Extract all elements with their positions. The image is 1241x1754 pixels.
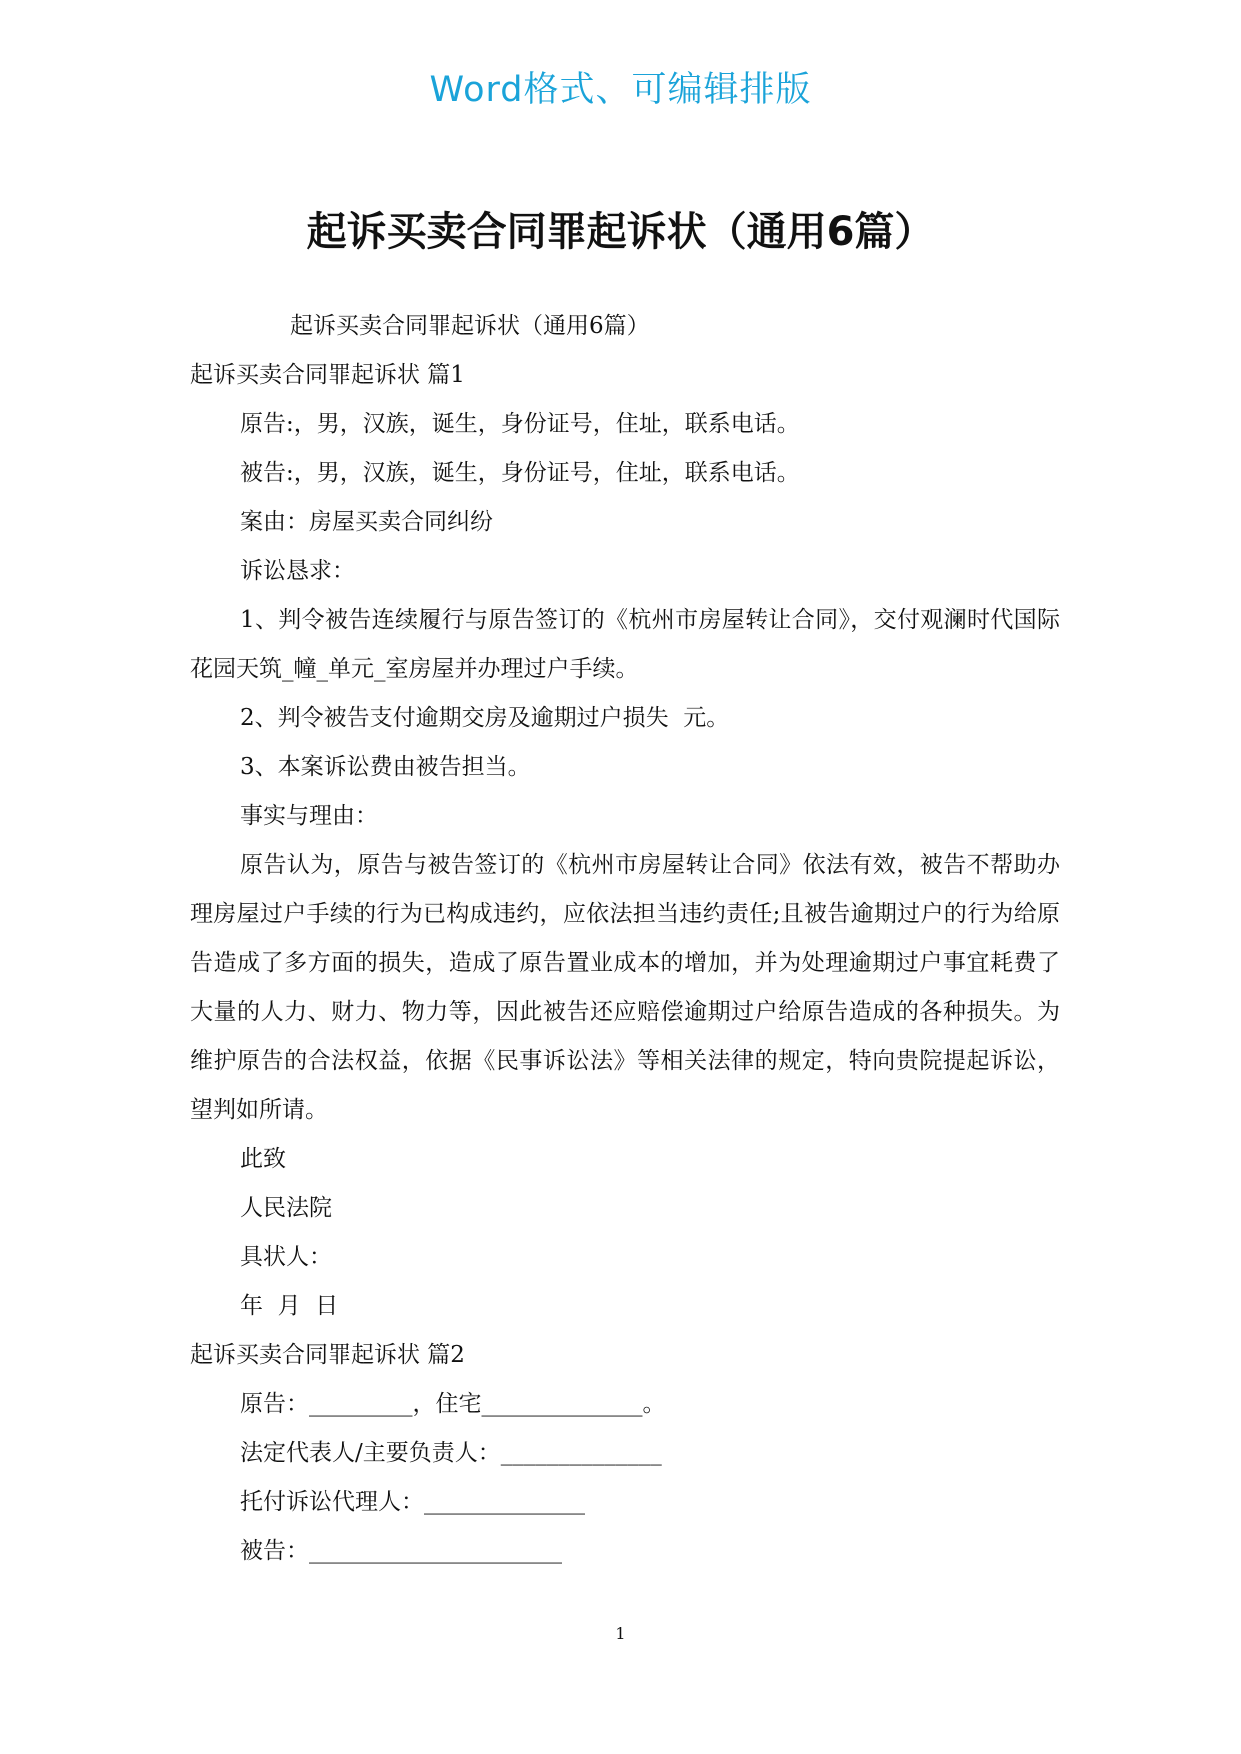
plaintiff-line: 原告:，男，汉族，诞生，身份证号，住址，联系电话。	[240, 411, 800, 437]
facts-heading: 事实与理由：	[240, 803, 378, 829]
date-line: 年 月 日	[240, 1293, 339, 1319]
claims-heading: 诉讼恳求：	[240, 558, 355, 584]
section-heading-1: 起诉买卖合同罪起诉状 篇1	[190, 362, 465, 388]
document-body	[190, 302, 1060, 1576]
page-number: 1	[615, 1624, 626, 1643]
subtitle: 起诉买卖合同罪起诉状（通用6篇）	[290, 313, 650, 339]
s2-agent-line: 托付诉讼代理人：______________	[240, 1489, 585, 1515]
s2-defendant-line: 被告：______________________	[240, 1538, 562, 1564]
closing-line-2: 人民法院	[240, 1195, 332, 1221]
claim-2: 2、判令被告支付逾期交房及逾期过户损失 元。	[240, 705, 730, 731]
signer-line: 具状人：	[240, 1244, 332, 1270]
s2-legal-rep-line: 法定代表人/主要负责人：______________	[240, 1440, 662, 1466]
cause-line: 案由：房屋买卖合同纠纷	[240, 509, 493, 535]
document-title: 起诉买卖合同罪起诉状（通用6篇）	[306, 209, 935, 255]
claim-1: 1、判令被告连续履行与原告签订的《杭州市房屋转让合同》，交付观澜时代国际花园天筑_幢_单元_室房屋并办理过户手续。	[190, 607, 1060, 682]
facts-paragraph: 原告认为，原告与被告签订的《杭州市房屋转让合同》依法有效，被告不帮助办理房屋过户手续的行为已构成违约，应依法担当违约责任;且被告逾期过户的行为给原告造成了多方面的损失，造成了原告置业成本的增加，并为处理逾期过户事宜耗费了大量的人力、财力、物力等，因此被告还应赔偿逾期过户给原告造成的各种损失。为维护原告的合法权益，依据《民事诉讼法》等相关法律的规定，特向贵院提起诉讼，望判如所请。	[190, 852, 1060, 1123]
section-heading-2: 起诉买卖合同罪起诉状 篇2	[190, 1342, 465, 1368]
defendant-line: 被告:，男，汉族，诞生，身份证号，住址，联系电话。	[240, 460, 800, 486]
document-header: Word格式、可编辑排版	[429, 70, 812, 110]
closing-line-1: 此致	[240, 1146, 286, 1172]
s2-plaintiff-line: 原告：_________，住宅______________。	[240, 1391, 666, 1417]
claim-3: 3、本案诉讼费由被告担当。	[240, 754, 531, 780]
